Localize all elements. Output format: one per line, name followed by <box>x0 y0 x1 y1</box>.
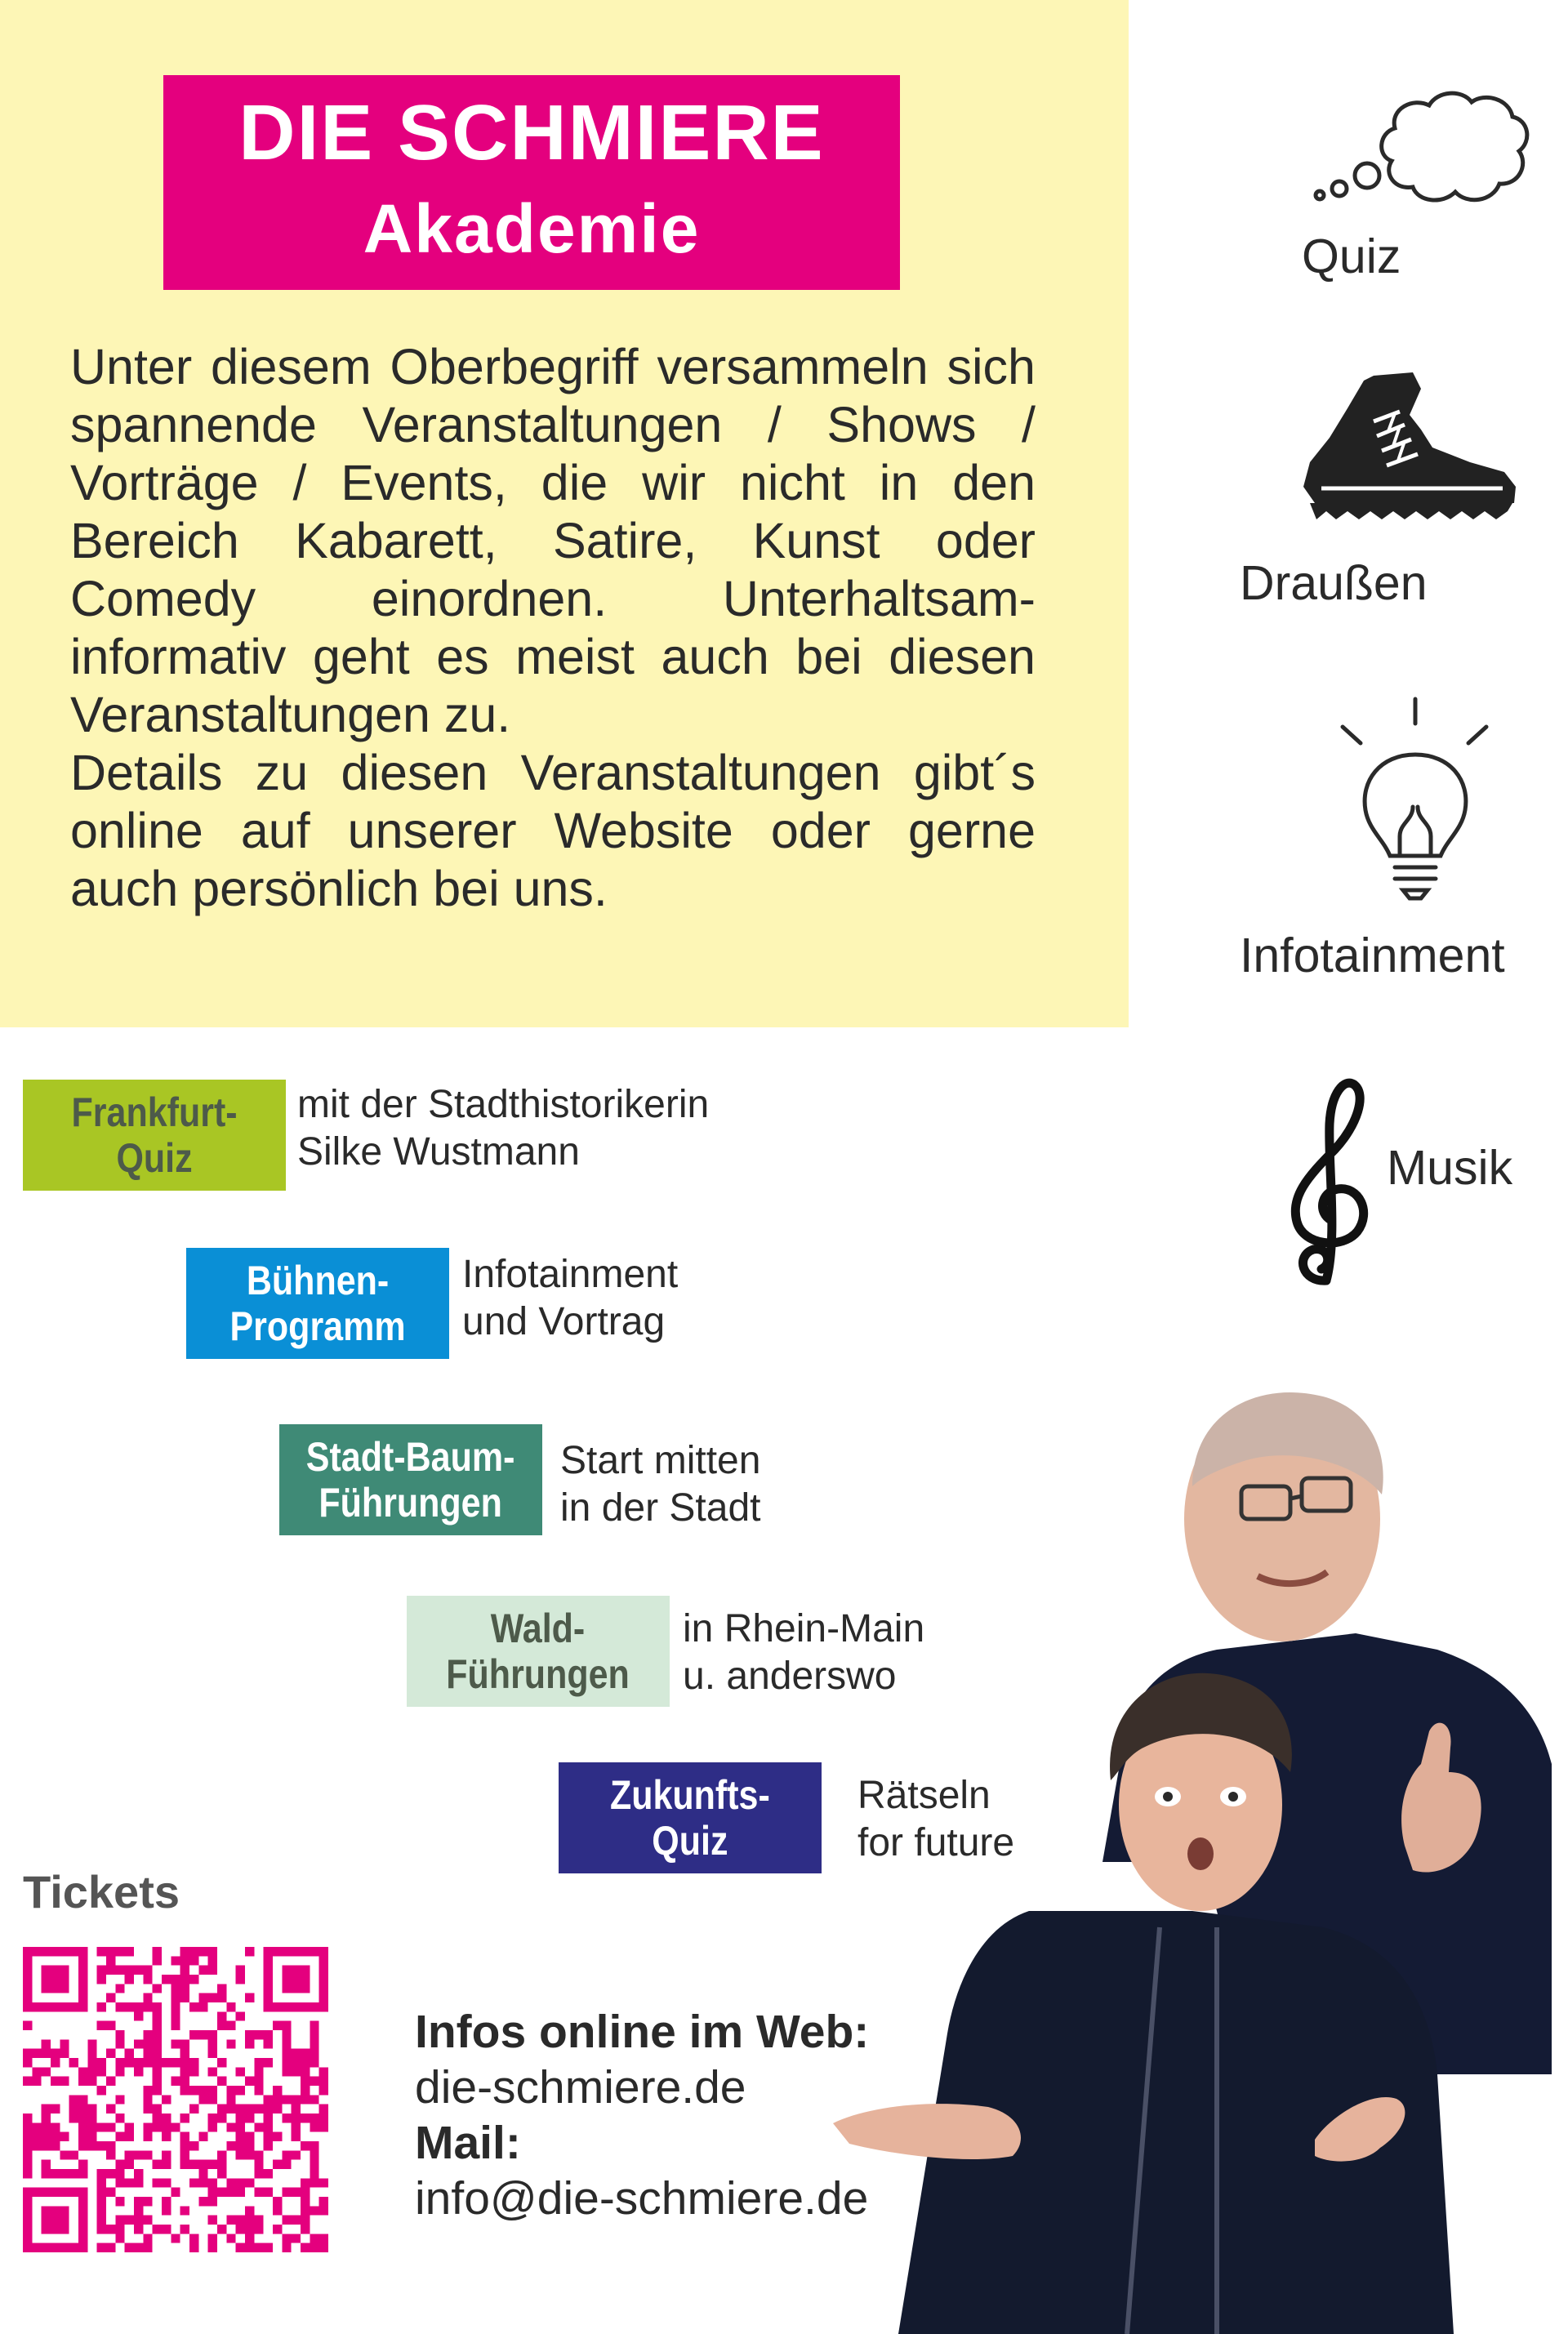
program-desc-wald-fuehrungen: in Rhein-Main u. anderswo <box>683 1607 925 1698</box>
category-label-infotainment: Infotainment <box>1240 929 1505 982</box>
category-label-musik: Musik <box>1387 1141 1513 1195</box>
program-tag-wald-fuehrungen[interactable] <box>407 1596 670 1707</box>
program-tag-stadt-baum-fuehrungen[interactable] <box>279 1424 542 1535</box>
thought-cloud-icon <box>1298 86 1531 208</box>
program-desc-buehnen-programm: Infotainment und Vortrag <box>462 1253 679 1343</box>
program-desc-frankfurt-quiz: mit der Stadthistorikerin Silke Wustmann <box>297 1083 710 1174</box>
program-tag-label: Bühnen- Programm <box>229 1258 406 1349</box>
mail-heading: Mail: <box>415 2117 521 2169</box>
program-tag-label: Wald- Führungen <box>446 1606 630 1697</box>
qr-code[interactable] <box>23 1947 328 2252</box>
program-tag-buehnen-programm[interactable] <box>186 1248 449 1359</box>
intro-paragraph-2: Details zu diesen Veranstaltungen gibt´s online auf unserer Website oder gerne auch persönlich bei uns. <box>70 745 1036 916</box>
program-tag-label: Frankfurt- Quiz <box>71 1089 238 1181</box>
program-tag-label: Stadt-Baum- Führungen <box>306 1434 515 1526</box>
category-label-quiz: Quiz <box>1302 229 1401 283</box>
hiking-boot-icon <box>1298 372 1521 521</box>
program-tag-frankfurt-quiz[interactable] <box>23 1080 286 1191</box>
contact-block <box>415 2004 869 2226</box>
web-heading: Infos online im Web: <box>415 2006 870 2058</box>
page-title: DIE SCHMIERE <box>238 89 825 176</box>
category-label-draussen: Draußen <box>1240 556 1428 610</box>
program-tag-zukunfts-quiz[interactable] <box>559 1762 822 1873</box>
treble-clef-icon <box>1279 1075 1380 1289</box>
web-link[interactable]: die-schmiere.de <box>415 2061 746 2114</box>
program-tag-label: Zukunfts- Quiz <box>610 1772 770 1864</box>
team-photo <box>833 1339 1568 2334</box>
intro-text <box>70 338 1036 918</box>
mail-link[interactable]: info@die-schmiere.de <box>415 2172 869 2225</box>
light-bulb-icon <box>1331 693 1494 905</box>
page-subtitle: Akademie <box>363 190 701 267</box>
program-desc-stadt-baum-fuehrungen: Start mitten in der Stadt <box>560 1439 761 1530</box>
intro-paragraph-1: Unter diesem Oberbegriff versammeln sich spannende Veranstaltungen / Shows / Vorträge / Events, die wir nicht in den Bereich Kabarett, Satire, Kunst oder Comedy einordnen. Unterhaltsam-informativ geht es meist auch bei diesen Veranstaltungen zu. <box>70 339 1036 742</box>
tickets-label: Tickets <box>23 1866 180 1918</box>
title-box <box>163 75 900 290</box>
program-desc-zukunfts-quiz: Rätseln for future <box>858 1774 1015 1864</box>
